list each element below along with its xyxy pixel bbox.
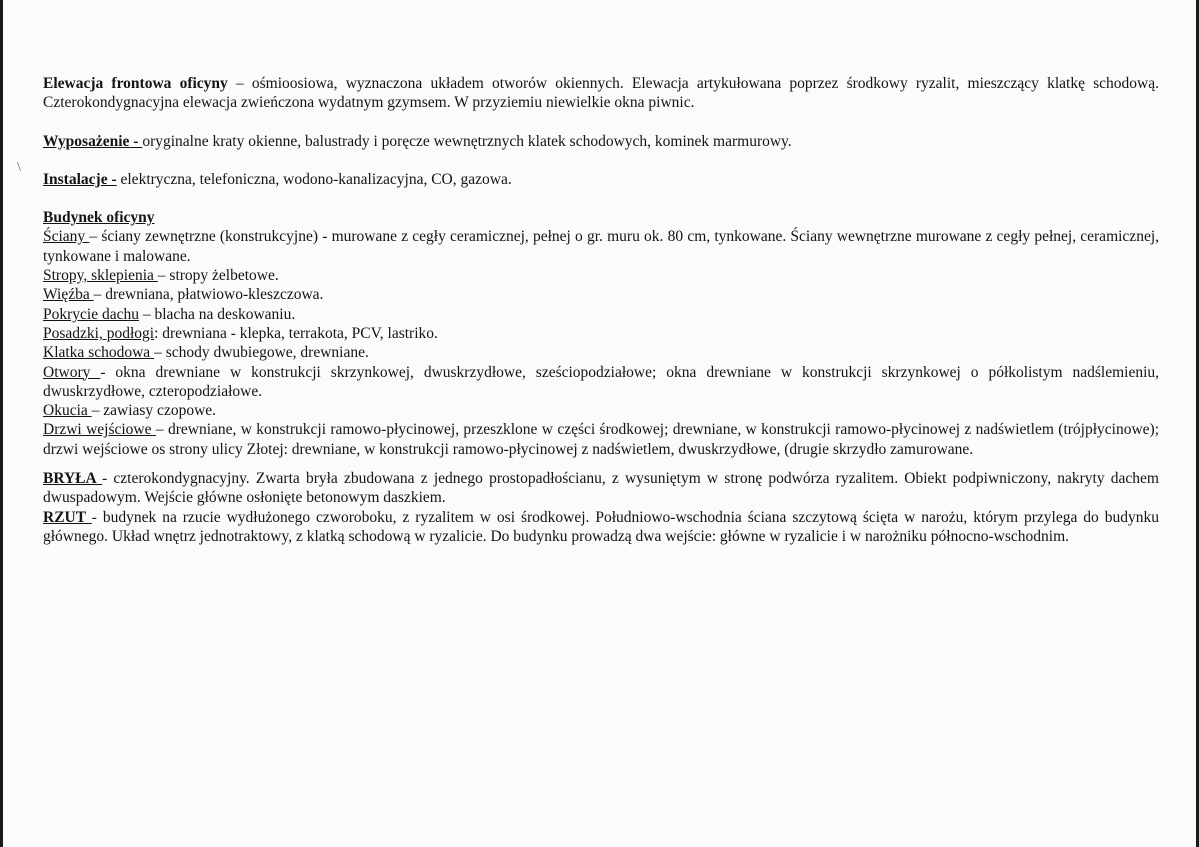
bryla-paragraph [43,469,1159,508]
rzut-paragraph [43,508,1159,547]
list-item [43,305,1159,324]
list-item [43,420,1159,459]
item-label: Drzwi wejściowe [43,421,156,439]
budynek-heading [43,208,1159,227]
scan-edge-left [0,0,3,847]
list-item [43,227,1159,266]
list-item [43,266,1159,285]
item-label: Ściany [43,228,90,246]
list-item [43,401,1159,420]
rzut-label: RZUT [43,508,92,526]
elewacja-paragraph [43,74,1159,113]
item-label: Otwory [43,363,101,381]
item-label: Więźba [43,286,94,304]
elewacja-text: – ośmioosiowa, wyznaczona układem otworów okiennych. Elewacja artykułowana poprzez środkowy ryzalit, mieszczący klatkę schodową. Czterokondygnacyjna elewacja zwieńczona wydatnym gzymsem. W przyziemiu niewielkie okna piwnic. [43,75,1159,112]
bryla-label: BRYŁA [43,470,103,488]
wyposazenie-paragraph [43,132,1159,151]
wyposazenie-text: oryginalne kraty okienne, balustrady i poręcze wewnętrznych klatek schodowych, kominek marmurowy. [142,132,792,150]
list-item [43,363,1159,402]
item-text: – drewniana, płatwiowo-kleszczowa. [93,286,324,304]
elewacja-label: Elewacja frontowa oficyny [43,75,228,92]
scan-speck: \ [17,160,21,175]
list-item [43,285,1159,304]
item-label: Stropy, sklepienia [43,267,158,285]
item-text: – drewniane, w konstrukcji ramowo-płycinowej, przeszklone w części środkowej; drewniane, w konstrukcji ramowo-płycinowej z nadświetlem (trójpłycinowe); drzwi wejściowe os strony ulicy Złotej: drewniane, w konstrukcji ramowo-płycinowej z nadświetlem, dwuskrzydłowe, (drugie skrzydło zamurowane. [43,421,1159,458]
item-text: – blacha na deskowaniu. [138,305,296,323]
item-text: : drewniana - klepka, terrakota, PCV, lastriko. [154,324,438,342]
bryla-text: - czterokondygnacyjny. Zwarta bryła zbudowana z jednego prostopadłościanu, z wysuniętym w stronę podwórza ryzalitem. Obiekt podpiwniczony, nakryty dachem dwuspadowym. Wejście główne osłonięte betonowym daszkiem. [43,470,1159,507]
list-item [43,324,1159,343]
list-item [43,343,1159,362]
item-text: – schody dwubiegowe, drewniane. [154,344,369,362]
item-label: Okucia [43,402,92,420]
item-text: - okna drewniane w konstrukcji skrzynkowej, dwuskrzydłowe, sześciopodziałowe; okna drewniane w konstrukcji skrzynkowej o półkolistym nadślemieniu, dwuskrzydłowe, czteropodziałowe. [43,363,1160,400]
instalacje-label: Instalacje - [43,170,117,188]
budynek-heading-text: Budynek oficyny [43,209,155,227]
rzut-text: - budynek na rzucie wydłużonego czworoboku, z ryzalitem w osi środkowej. Południowo-wschodnia ściana szczytową ścięta w narożu, którym przylega do budynku głównego. Układ wnętrz jednotraktowy, z klatką schodową w ryzalicie. Do budynku prowadzą dwa wejście: główne w ryzalicie i w narożniku północno-wschodnim. [43,508,1159,545]
instalacje-paragraph [43,170,1159,189]
item-label: Pokrycie dachu [43,305,139,323]
instalacje-text: elektryczna, telefoniczna, wodono-kanalizacyjna, CO, gazowa. [116,170,512,188]
item-label: Posadzki, podłogi [43,324,155,342]
item-label: Klatka schodowa [43,344,155,362]
document-body [43,74,1159,546]
item-text: – stropy żelbetowe. [157,267,279,285]
item-text: – zawiasy czopowe. [91,402,217,420]
wyposazenie-label: Wyposażenie - [43,132,143,150]
item-text: – ściany zewnętrzne (konstrukcyjne) - murowane z cegły ceramicznej, pełnej o gr. muru ok. 80 cm, tynkowane. Ściany wewnętrzne murowane z cegły pełnej, ceramicznej, tynkowane i malowane. [43,228,1159,265]
